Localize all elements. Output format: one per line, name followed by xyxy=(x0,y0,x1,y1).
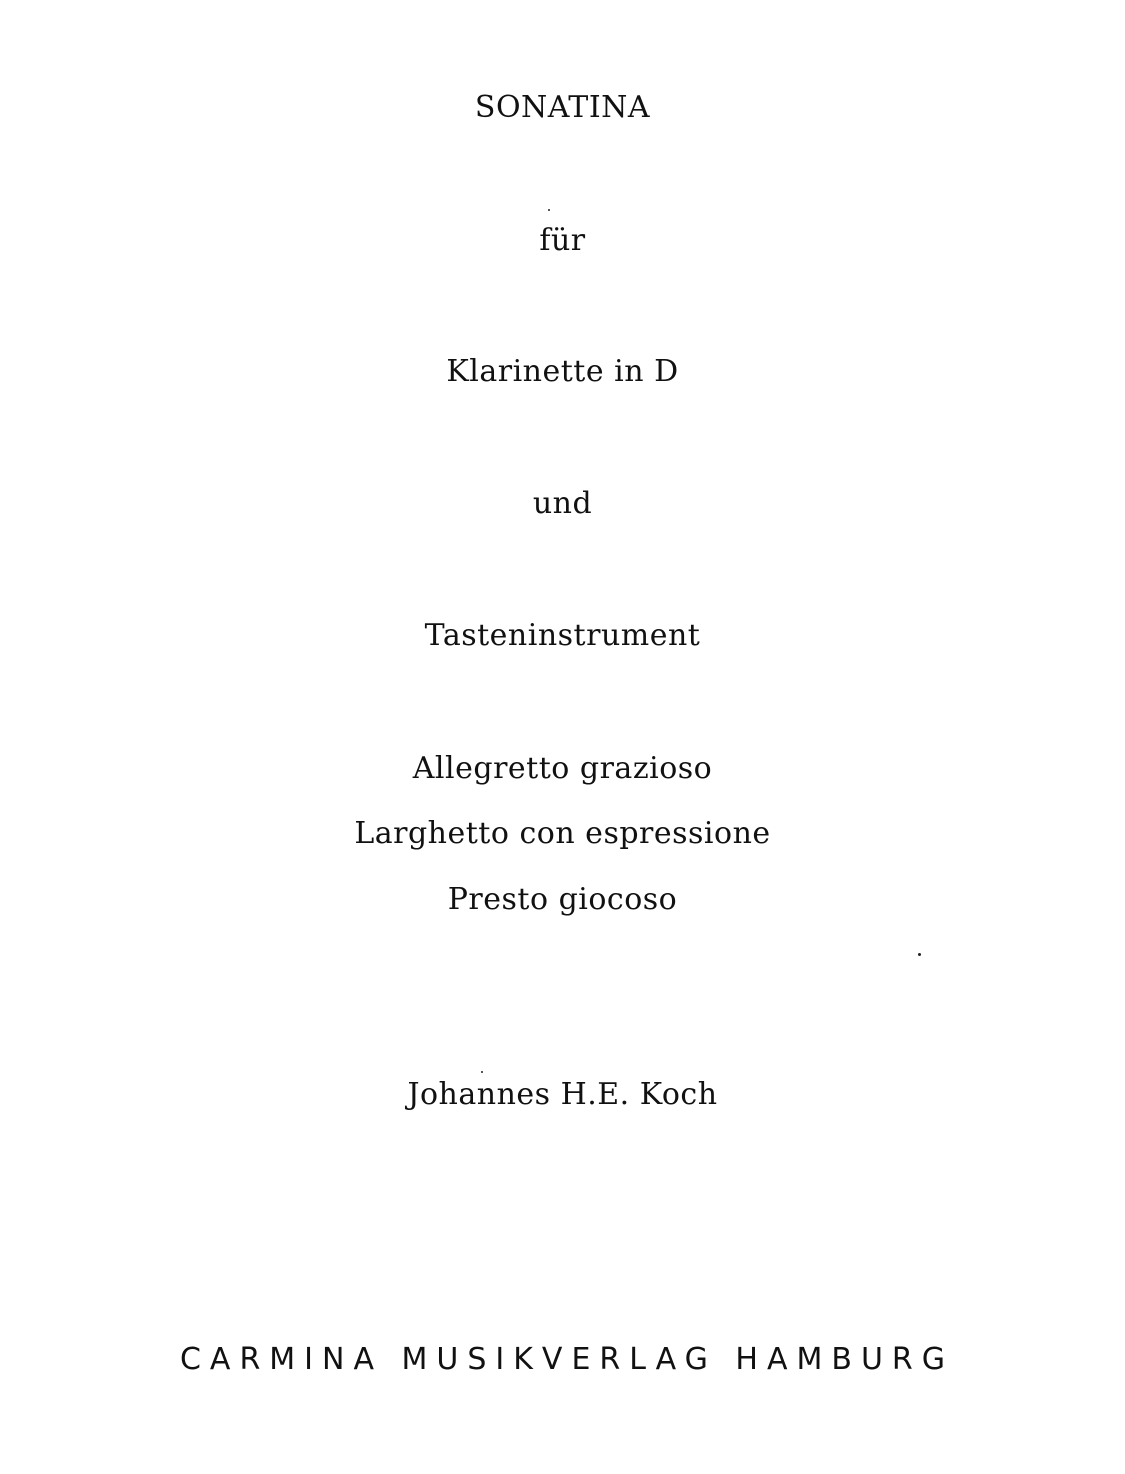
instrument-keyboard: Tasteninstrument xyxy=(424,618,701,653)
composer-name: Johannes H.E. Koch xyxy=(407,1077,718,1112)
publisher-name: CARMINA MUSIKVERLAG HAMBURG xyxy=(179,1342,955,1377)
movement-1: Allegretto grazioso xyxy=(412,751,713,786)
movement-2: Larghetto con espressione xyxy=(354,816,771,851)
scan-speck xyxy=(918,953,921,956)
movement-3: Presto giocoso xyxy=(447,882,678,917)
scan-speck xyxy=(548,209,550,211)
scan-speck xyxy=(481,1071,483,1073)
for-label: für xyxy=(539,223,586,258)
instrument-clarinet: Klarinette in D xyxy=(446,354,679,389)
page-title: SONATINA xyxy=(474,90,651,125)
and-label: und xyxy=(532,486,593,521)
